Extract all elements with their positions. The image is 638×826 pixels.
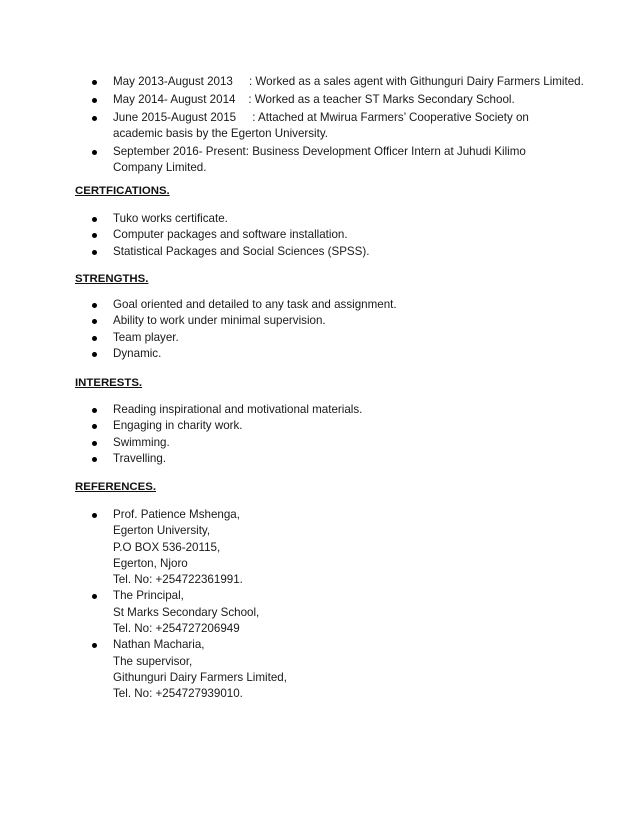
interest-item <box>92 418 572 434</box>
bullet-icon <box>92 319 97 324</box>
experience-item-text: June 2015-August 2015 : Attached at Mwirua Farmers’ Cooperative Society on academic basis by the Egerton University. <box>113 111 533 140</box>
reference-line: Prof. Patience Mshenga, <box>113 508 240 521</box>
strengths-heading: STRENGTHS. <box>75 273 149 285</box>
experience-item <box>92 110 572 142</box>
strength-text: Dynamic. <box>113 346 162 360</box>
bullet-icon <box>92 441 97 446</box>
bullet-icon <box>92 217 97 222</box>
bullet-icon <box>92 250 97 255</box>
certification-item <box>92 211 572 227</box>
reference-item <box>92 588 572 637</box>
certification-item <box>92 244 572 260</box>
strength-item <box>92 330 572 346</box>
reference-line: Githunguri Dairy Farmers Limited, <box>113 670 287 684</box>
bullet-icon <box>92 424 97 429</box>
reference-line: The supervisor, <box>113 654 193 668</box>
references-heading: REFERENCES. <box>75 481 157 493</box>
interest-text: Engaging in charity work. <box>113 419 243 433</box>
certifications-heading: CERTFICATIONS. <box>75 185 170 197</box>
interest-text: Swimming. <box>113 435 170 449</box>
reference-item <box>92 637 572 702</box>
bullet-icon <box>92 150 97 155</box>
interest-text: Travelling. <box>113 451 167 465</box>
bullet-icon <box>92 303 97 308</box>
bullet-icon <box>92 336 97 341</box>
certifications-list <box>92 211 572 260</box>
reference-line: P.O BOX 536-20115, <box>113 540 221 554</box>
strength-item <box>92 297 572 313</box>
interest-text: Reading inspirational and motivational materials. <box>113 403 363 416</box>
bullet-icon <box>92 233 97 238</box>
bullet-icon <box>92 408 97 413</box>
interests-list <box>92 402 572 467</box>
bullet-icon <box>92 116 97 121</box>
strength-text: Ability to work under minimal supervision. <box>113 314 326 328</box>
interest-item <box>92 451 572 467</box>
reference-line: Tel. No: +254727206949 <box>113 622 240 636</box>
strength-item <box>92 346 572 362</box>
reference-line: Tel. No: +254727939010. <box>113 687 243 701</box>
strength-text: Goal oriented and detailed to any task and assignment. <box>113 298 397 311</box>
experience-item <box>92 74 584 90</box>
certification-text: Computer packages and software installation. <box>113 228 348 242</box>
reference-line: St Marks Secondary School, <box>113 605 260 619</box>
certification-item <box>92 227 572 243</box>
interest-item <box>92 402 572 418</box>
reference-line: Egerton, Njoro <box>113 556 188 570</box>
reference-line: Tel. No: +254722361991. <box>113 573 243 587</box>
bullet-icon <box>92 80 97 85</box>
strength-text: Team player. <box>113 330 179 344</box>
experience-list <box>92 74 584 178</box>
reference-item <box>92 507 572 588</box>
references-list <box>92 507 572 703</box>
reference-line: Egerton University, <box>113 524 211 538</box>
experience-item-text: May 2014- August 2014 : Worked as a teacher ST Marks Secondary School. <box>113 93 515 106</box>
bullet-icon <box>92 352 97 357</box>
certification-text: Statistical Packages and Social Sciences (SPSS). <box>113 244 370 258</box>
experience-item-text: May 2013-August 2013 : Worked as a sales agent with Githunguri Dairy Farmers Limited. <box>113 75 584 88</box>
interests-heading: INTERESTS. <box>75 377 143 389</box>
bullet-icon <box>92 98 97 103</box>
interest-item <box>92 435 572 451</box>
strength-item <box>92 313 572 329</box>
experience-item-text: September 2016- Present: Business Development Officer Intern at Juhudi Kilimo Company Limited. <box>113 145 526 174</box>
experience-item <box>92 92 572 108</box>
certification-text: Tuko works certificate. <box>113 212 228 225</box>
bullet-icon <box>92 594 97 599</box>
strengths-list <box>92 297 572 362</box>
bullet-icon <box>92 513 97 518</box>
experience-item <box>92 144 572 176</box>
bullet-icon <box>92 643 97 648</box>
reference-line: Nathan Macharia, <box>113 638 205 652</box>
reference-line: The Principal, <box>113 589 184 603</box>
bullet-icon <box>92 457 97 462</box>
